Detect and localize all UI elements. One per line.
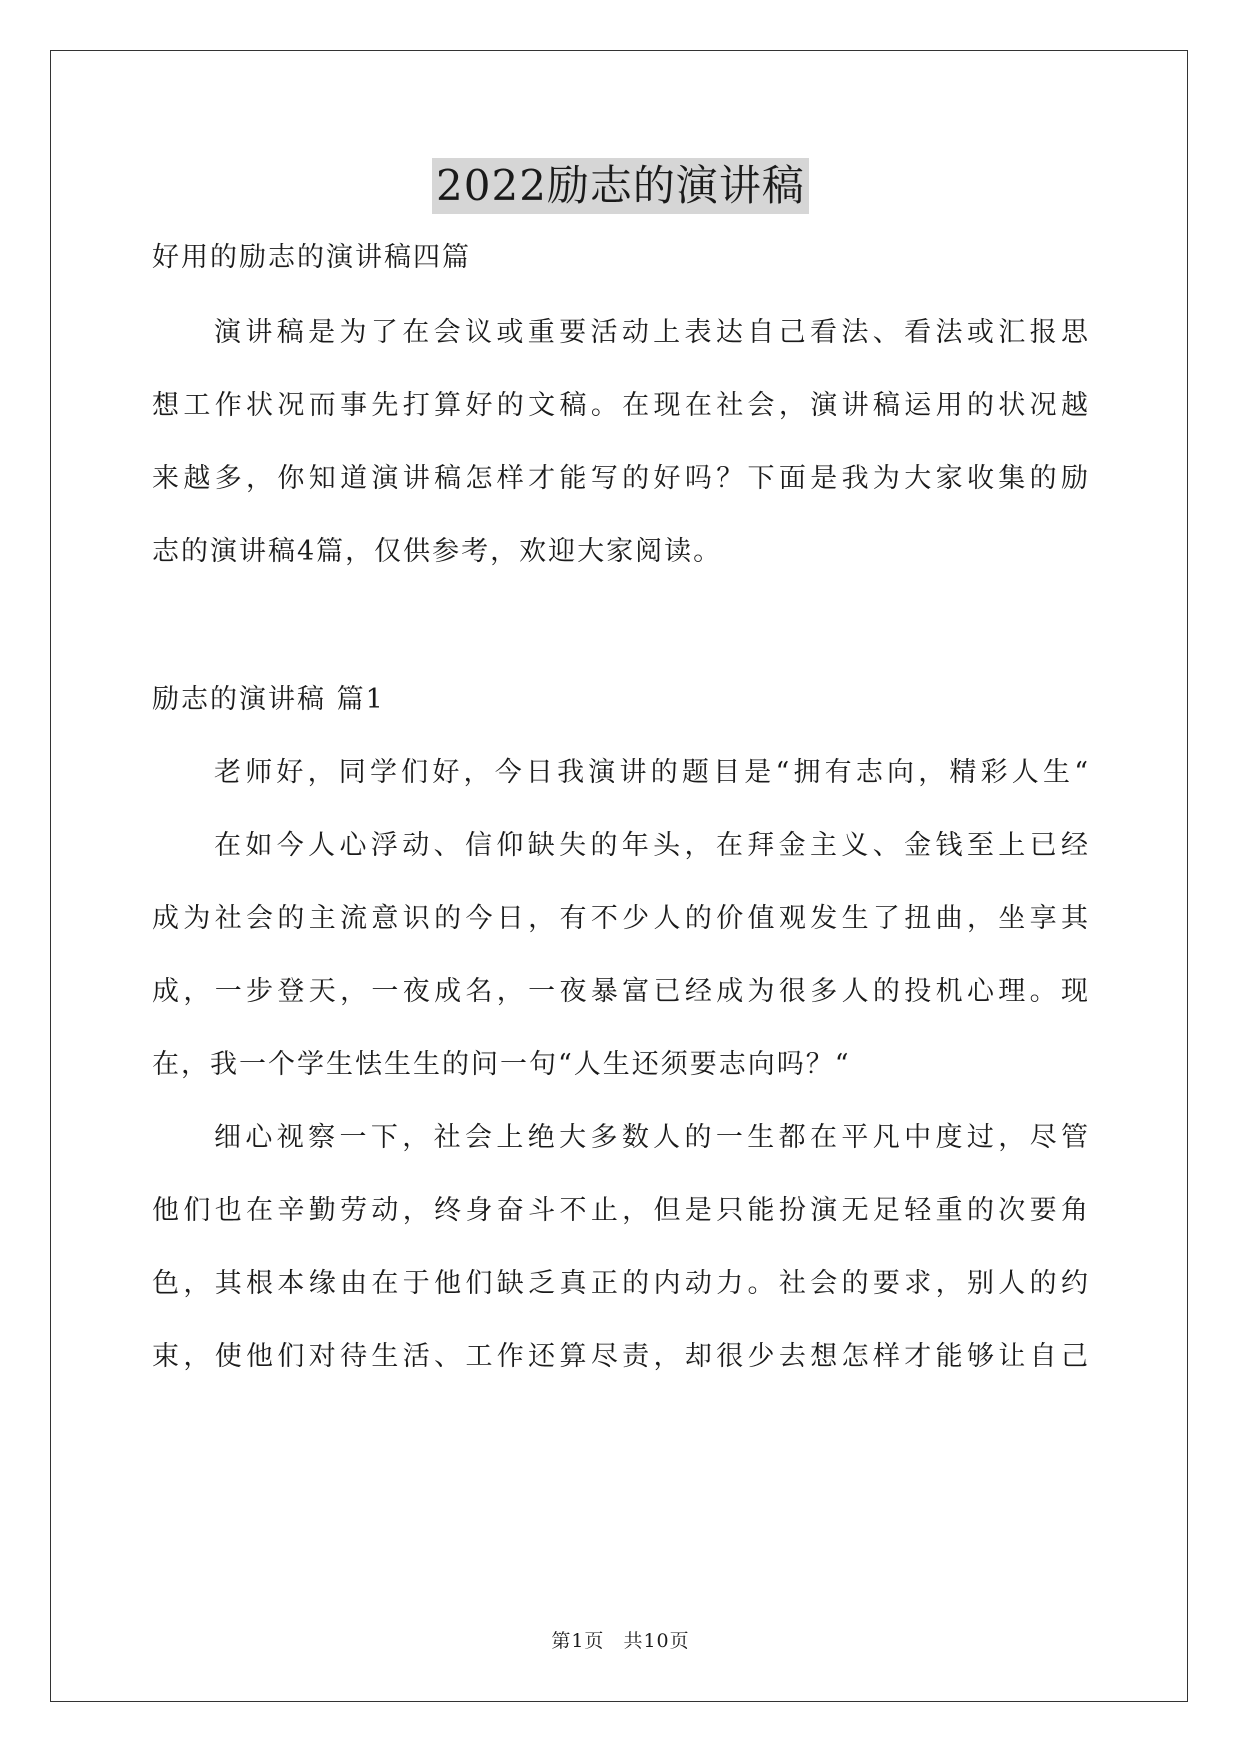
paragraph-line: 色，其根本缘由在于他们缺乏真正的内动力。社会的要求，别人的约 bbox=[152, 1268, 1089, 1299]
title-container bbox=[0, 158, 1241, 214]
intro-line: 来越多，你知道演讲稿怎样才能写的好吗？下面是我为大家收集的励 bbox=[152, 463, 1089, 494]
page-border bbox=[50, 50, 1188, 1702]
paragraph-line: 他们也在辛勤劳动，终身奋斗不止，但是只能扮演无足轻重的次要角 bbox=[152, 1195, 1089, 1226]
current-page-number: 第1页 bbox=[551, 1630, 605, 1652]
intro-line: 想工作状况而事先打算好的文稿。在现在社会，演讲稿运用的状况越 bbox=[152, 390, 1089, 421]
section-heading-block bbox=[152, 680, 1089, 720]
document-title: 2022励志的演讲稿 bbox=[432, 158, 809, 214]
intro-line: 志的演讲稿4篇，仅供参考，欢迎大家阅读。 bbox=[152, 536, 723, 567]
paragraph-line: 成为社会的主流意识的今日，有不少人的价值观发生了扭曲，坐享其 bbox=[152, 903, 1089, 934]
paragraph-line: 在，我一个学生怯生生的问一句“人生还须要志向吗？“ bbox=[152, 1049, 851, 1080]
paragraph-line: 在如今人心浮动、信仰缺失的年头，在拜金主义、金钱至上已经 bbox=[214, 830, 1089, 861]
total-page-count: 共10页 bbox=[623, 1630, 690, 1652]
section-heading: 励志的演讲稿 篇1 bbox=[152, 684, 385, 715]
paragraph-line: 成，一步登天，一夜成名，一夜暴富已经成为很多人的投机心理。现 bbox=[152, 976, 1089, 1007]
intro-line: 演讲稿是为了在会议或重要活动上表达自己看法、看法或汇报思 bbox=[214, 317, 1089, 348]
paragraph-line: 老师好，同学们好，今日我演讲的题目是“拥有志向，精彩人生“ bbox=[214, 757, 1089, 788]
paragraph-line: 束，使他们对待生活、工作还算尽责，却很少去想怎样才能够让自己 bbox=[152, 1341, 1089, 1372]
page-footer bbox=[0, 1626, 1241, 1653]
paragraph-line: 细心视察一下，社会上绝大多数人的一生都在平凡中度过，尽管 bbox=[214, 1122, 1089, 1153]
document-subtitle: 好用的励志的演讲稿四篇 bbox=[152, 242, 471, 273]
subtitle-block bbox=[152, 238, 1089, 278]
